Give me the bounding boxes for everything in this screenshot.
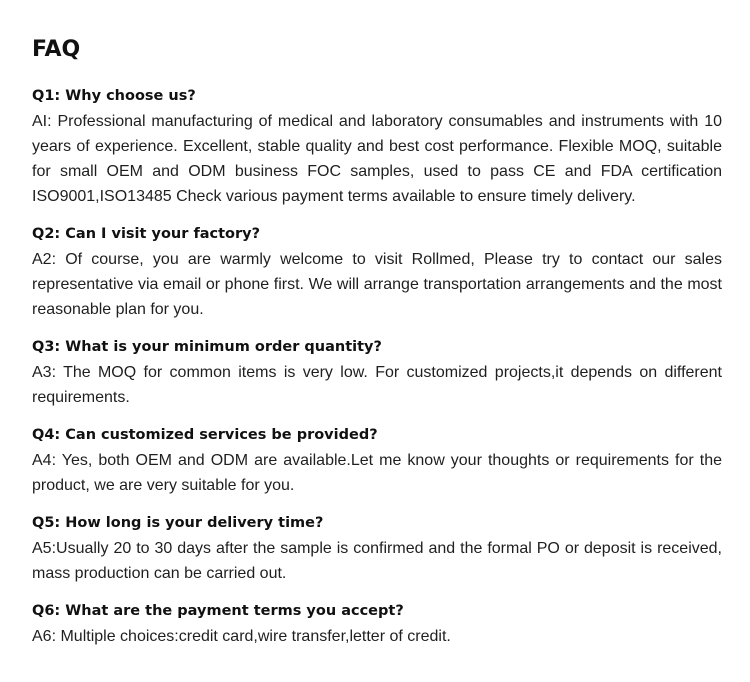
faq-answer-6: A6: Multiple choices:credit card,wire transfer,letter of credit. [32, 628, 451, 645]
faq-answer-2: A2: Of course, you are warmly welcome to visit Rollmed, Please try to contact our sales representative via email or phone first. We will arrange transportation arrangements and the most reasonable plan for you. [32, 251, 722, 318]
page-title: FAQ [32, 37, 81, 62]
faq-page [32, 36, 722, 664]
faq-item-2 [32, 224, 722, 322]
faq-answer-1: AI: Professional manufacturing of medical and laboratory consumables and instruments with 10 years of experience. Excellent, stable quality and best cost performance. Flexible MOQ, suitable for small OEM and ODM business FOC samples, used to pass CE and FDA certification ISO9001,ISO13485 Check various payment terms available to ensure timely delivery. [32, 113, 722, 205]
faq-item-1 [32, 86, 722, 209]
faq-answer-4: A4: Yes, both OEM and ODM are available.Let me know your thoughts or requirements for the product, we are very suitable for you. [32, 452, 722, 494]
faq-item-3 [32, 337, 722, 410]
faq-question-5: Q5: How long is your delivery time? [32, 515, 324, 531]
faq-question-1: Q1: Why choose us? [32, 88, 196, 104]
faq-item-5 [32, 513, 722, 586]
faq-answer-3: A3: The MOQ for common items is very low. For customized projects,it depends on different requirements. [32, 364, 722, 406]
faq-question-6: Q6: What are the payment terms you accept? [32, 603, 404, 619]
faq-question-4: Q4: Can customized services be provided? [32, 427, 378, 443]
faq-question-3: Q3: What is your minimum order quantity? [32, 339, 382, 355]
faq-answer-5: A5:Usually 20 to 30 days after the sample is confirmed and the formal PO or deposit is received, mass production can be carried out. [32, 540, 722, 582]
faq-item-6 [32, 601, 722, 649]
faq-item-4 [32, 425, 722, 498]
faq-question-2: Q2: Can I visit your factory? [32, 226, 261, 242]
